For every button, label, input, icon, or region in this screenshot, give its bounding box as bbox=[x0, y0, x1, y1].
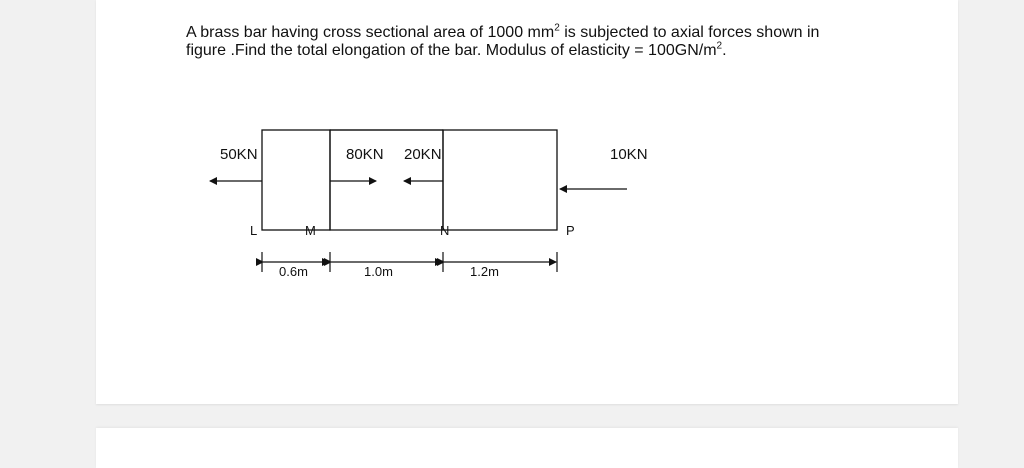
length-label-mn: 1.0m bbox=[364, 264, 393, 279]
bar-section-lm bbox=[262, 130, 330, 230]
length-label-lm: 0.6m bbox=[279, 264, 308, 279]
question-text: A brass bar having cross sectional area of 1000 $mm^2$ is subjected to axial forces shown in figure .Find the total elongation of the bar. Modulus of elasticity = $100GN/m^2$. bbox=[186, 22, 820, 59]
force-label-80kn: 80KN bbox=[346, 146, 384, 163]
point-label-m: M bbox=[305, 223, 316, 238]
point-label-p: P bbox=[566, 223, 575, 238]
force-label-10kn: 10KN bbox=[610, 146, 648, 163]
bar-section-np bbox=[443, 130, 557, 230]
point-label-n: N bbox=[440, 223, 450, 238]
point-label-l: L bbox=[250, 223, 258, 238]
bar-section-mn bbox=[330, 130, 443, 230]
force-label-50kn: 50KN bbox=[220, 146, 258, 163]
force-label-20kn: 20KN bbox=[404, 146, 442, 163]
length-label-np: 1.2m bbox=[470, 264, 499, 279]
